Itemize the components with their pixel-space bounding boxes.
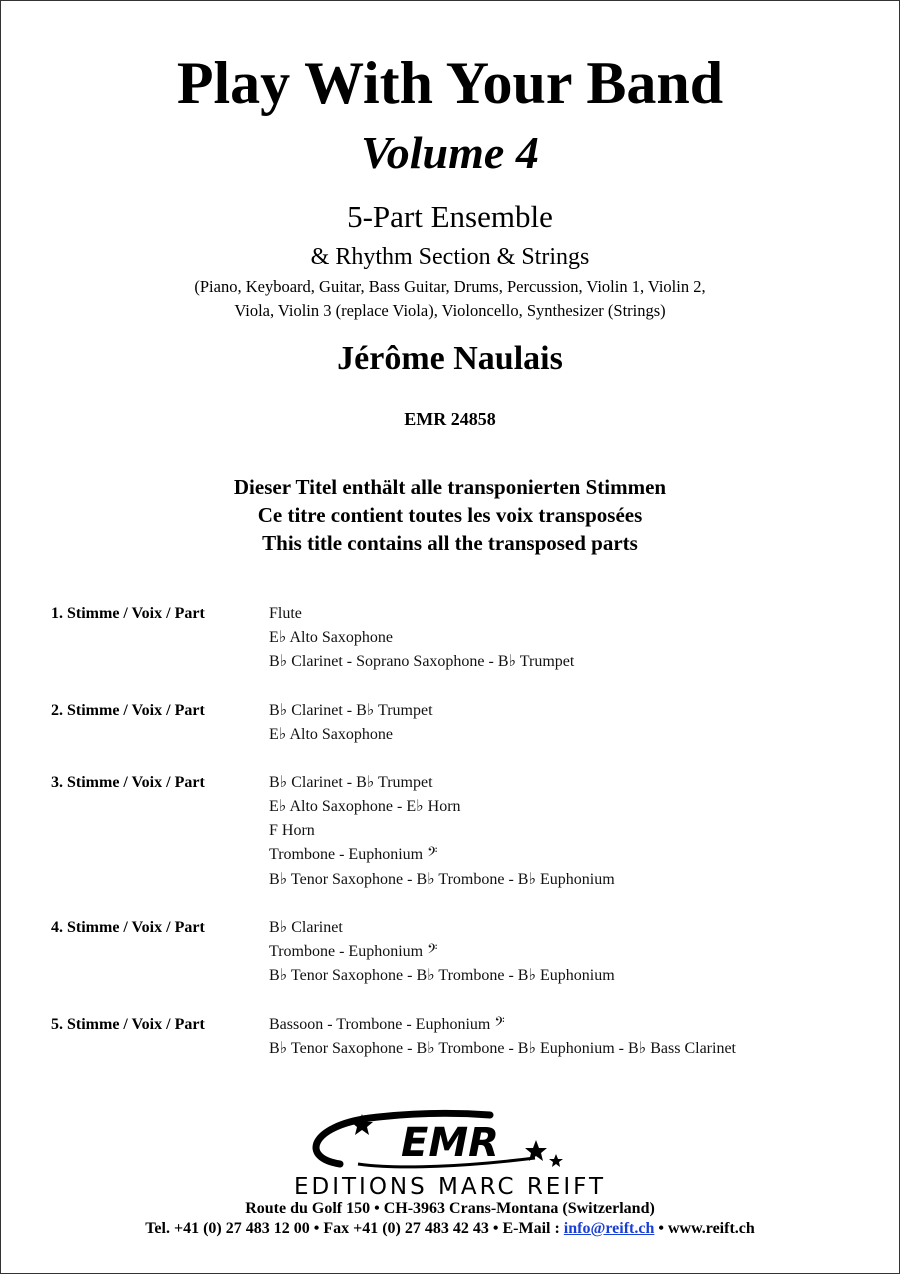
composer-name: Jérôme Naulais xyxy=(337,340,563,377)
part-1-label: 1. Stimme / Voix / Part xyxy=(51,605,205,622)
publisher-address: Route du Golf 150 • CH-3963 Crans-Montana (Switzerland) xyxy=(245,1200,655,1217)
publisher-contact xyxy=(0,1218,900,1240)
part-5-label: 5. Stimme / Voix / Part xyxy=(51,1016,205,1033)
emr-logo xyxy=(300,1106,600,1178)
part-5-instrument: B♭ Tenor Saxophone - B♭ Trombone - B♭ Euphonium - B♭ Bass Clarinet xyxy=(269,1040,736,1057)
ensemble-heading: 5-Part Ensemble xyxy=(347,199,553,234)
part-4-label: 4. Stimme / Voix / Part xyxy=(51,919,205,936)
contact-phone-fax: Tel. +41 (0) 27 483 12 00 • Fax +41 (0) 27 483 42 43 • E-Mail : xyxy=(145,1220,564,1237)
part-4-instrument: Trombone - Euphonium 𝄢 xyxy=(269,943,438,960)
part-4-instrument: B♭ Clarinet xyxy=(269,919,343,936)
part-3-instrument: F Horn xyxy=(269,822,315,839)
document-title: Play With Your Band xyxy=(176,50,724,116)
part-5-instrument: Bassoon - Trombone - Euphonium 𝄢 xyxy=(269,1016,505,1033)
part-4-instrument: B♭ Tenor Saxophone - B♭ Trombone - B♭ Euphonium xyxy=(269,967,615,984)
email-link[interactable]: info@reift.ch xyxy=(563,1220,655,1237)
rhythm-heading: & Rhythm Section & Strings xyxy=(310,244,590,270)
instrument-list-line-2: Viola, Violin 3 (replace Viola), Violoncello, Synthesizer (Strings) xyxy=(234,301,666,320)
instrument-list-line-1: (Piano, Keyboard, Guitar, Bass Guitar, Drums, Percussion, Violin 1, Violin 2, xyxy=(194,277,706,296)
part-2-instrument: E♭ Alto Saxophone xyxy=(269,726,393,743)
part-1-instrument: E♭ Alto Saxophone xyxy=(269,629,393,646)
part-2-instrument: B♭ Clarinet - B♭ Trumpet xyxy=(269,702,433,719)
part-1-instrument: B♭ Clarinet - Soprano Saxophone - B♭ Trumpet xyxy=(269,653,575,670)
note-french: Ce titre contient toutes les voix transposées xyxy=(257,503,643,527)
part-3-label: 3. Stimme / Voix / Part xyxy=(51,774,205,791)
part-3-instrument: B♭ Tenor Saxophone - B♭ Trombone - B♭ Euphonium xyxy=(269,871,615,888)
note-english: This title contains all the transposed parts xyxy=(262,531,638,555)
part-3-instrument: Trombone - Euphonium 𝄢 xyxy=(269,846,438,863)
logo-text: EMR xyxy=(401,1120,499,1166)
publisher-name: EDITIONS MARC REIFT xyxy=(293,1174,607,1200)
star-icon xyxy=(549,1154,563,1167)
catalog-code: EMR 24858 xyxy=(404,409,496,429)
part-3-instrument: E♭ Alto Saxophone - E♭ Horn xyxy=(269,798,461,815)
part-1-instrument: Flute xyxy=(269,605,302,622)
part-2-label: 2. Stimme / Voix / Part xyxy=(51,702,205,719)
volume-subtitle: Volume 4 xyxy=(361,127,539,178)
contact-website: • www.reift.ch xyxy=(654,1220,755,1237)
part-3-instrument: B♭ Clarinet - B♭ Trumpet xyxy=(269,774,433,791)
note-german: Dieser Titel enthält alle transponierten Stimmen xyxy=(233,475,667,499)
